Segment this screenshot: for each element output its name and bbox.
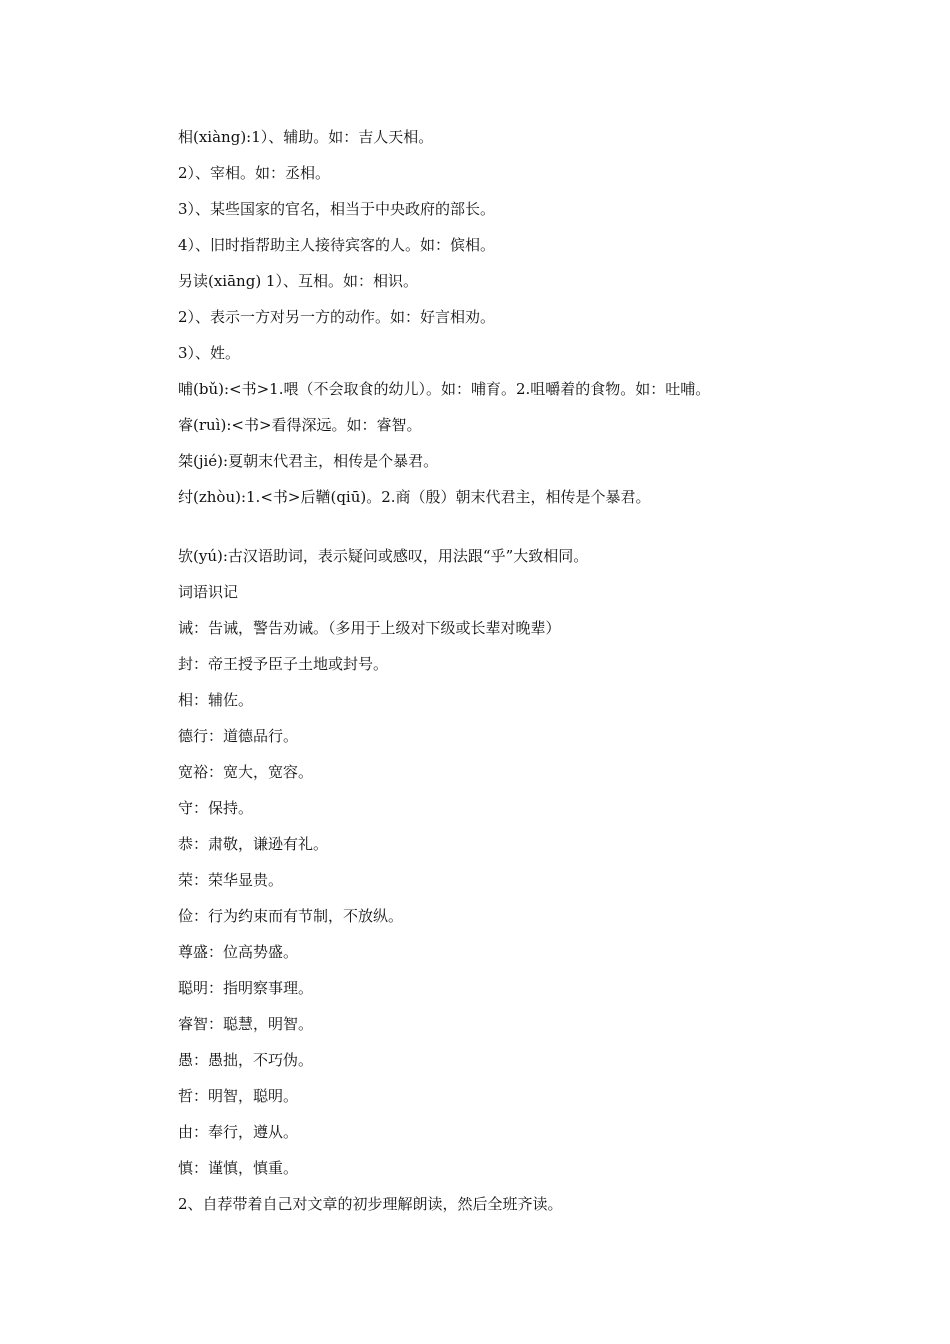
text-line: 尊盛：位高势盛。 xyxy=(178,943,299,961)
text-line: 2）、宰相。如：丞相。 xyxy=(178,164,331,182)
text-line: 2、自荐带着自己对文章的初步理解朗读，然后全班齐读。 xyxy=(178,1195,563,1213)
text-line: 荣：荣华显贵。 xyxy=(178,871,284,889)
text-line: 另读(xiāng) 1）、互相。如：相识。 xyxy=(178,272,418,290)
text-line: 相：辅佐。 xyxy=(178,691,254,709)
text-line: 愚：愚拙，不巧伪。 xyxy=(178,1051,314,1069)
text-line: 4）、旧时指帮助主人接待宾客的人。如：傧相。 xyxy=(178,236,496,254)
text-line: 2）、表示一方对另一方的动作。如：好言相劝。 xyxy=(178,308,496,326)
text-line: 诫：告诫，警告劝诫。（多用于上级对下级或长辈对晚辈） xyxy=(178,619,561,637)
text-line: 3）、某些国家的官名，相当于中央政府的部长。 xyxy=(178,200,496,218)
text-line: 睿智：聪慧，明智。 xyxy=(178,1015,314,1033)
text-line: 欤(yú):古汉语助词，表示疑问或感叹，用法跟“乎”大致相同。 xyxy=(178,547,589,565)
text-line: 封：帝王授予臣子土地或封号。 xyxy=(178,655,389,673)
section-heading: 词语识记 xyxy=(178,583,239,601)
text-line: 睿(ruì):<书>看得深远。如：睿智。 xyxy=(178,416,422,434)
text-line: 由：奉行，遵从。 xyxy=(178,1123,299,1141)
text-line: 纣(zhòu):1.<书>后鞧(qiū)。2.商（殷）朝末代君主，相传是个暴君。 xyxy=(178,488,651,506)
text-line: 桀(jié):夏朝末代君主，相传是个暴君。 xyxy=(178,452,439,470)
text-line: 俭：行为约束而有节制，不放纵。 xyxy=(178,907,404,925)
text-line: 守：保持。 xyxy=(178,799,254,817)
text-line: 聪明：指明察事理。 xyxy=(178,979,314,997)
text-line: 哺(bǔ):<书>1.喂（不会取食的幼儿）。如：哺育。2.咀嚼着的食物。如：吐哺。 xyxy=(178,380,711,398)
text-line: 慎：谨慎，慎重。 xyxy=(178,1159,299,1177)
text-line: 宽裕：宽大，宽容。 xyxy=(178,763,314,781)
text-line: 恭：肃敬，谦逊有礼。 xyxy=(178,835,329,853)
text-line: 德行：道德品行。 xyxy=(178,727,299,745)
text-line: 哲：明智，聪明。 xyxy=(178,1087,299,1105)
text-line: 相(xiàng):1）、辅助。如：吉人天相。 xyxy=(178,128,434,146)
text-line: 3）、姓。 xyxy=(178,344,241,362)
